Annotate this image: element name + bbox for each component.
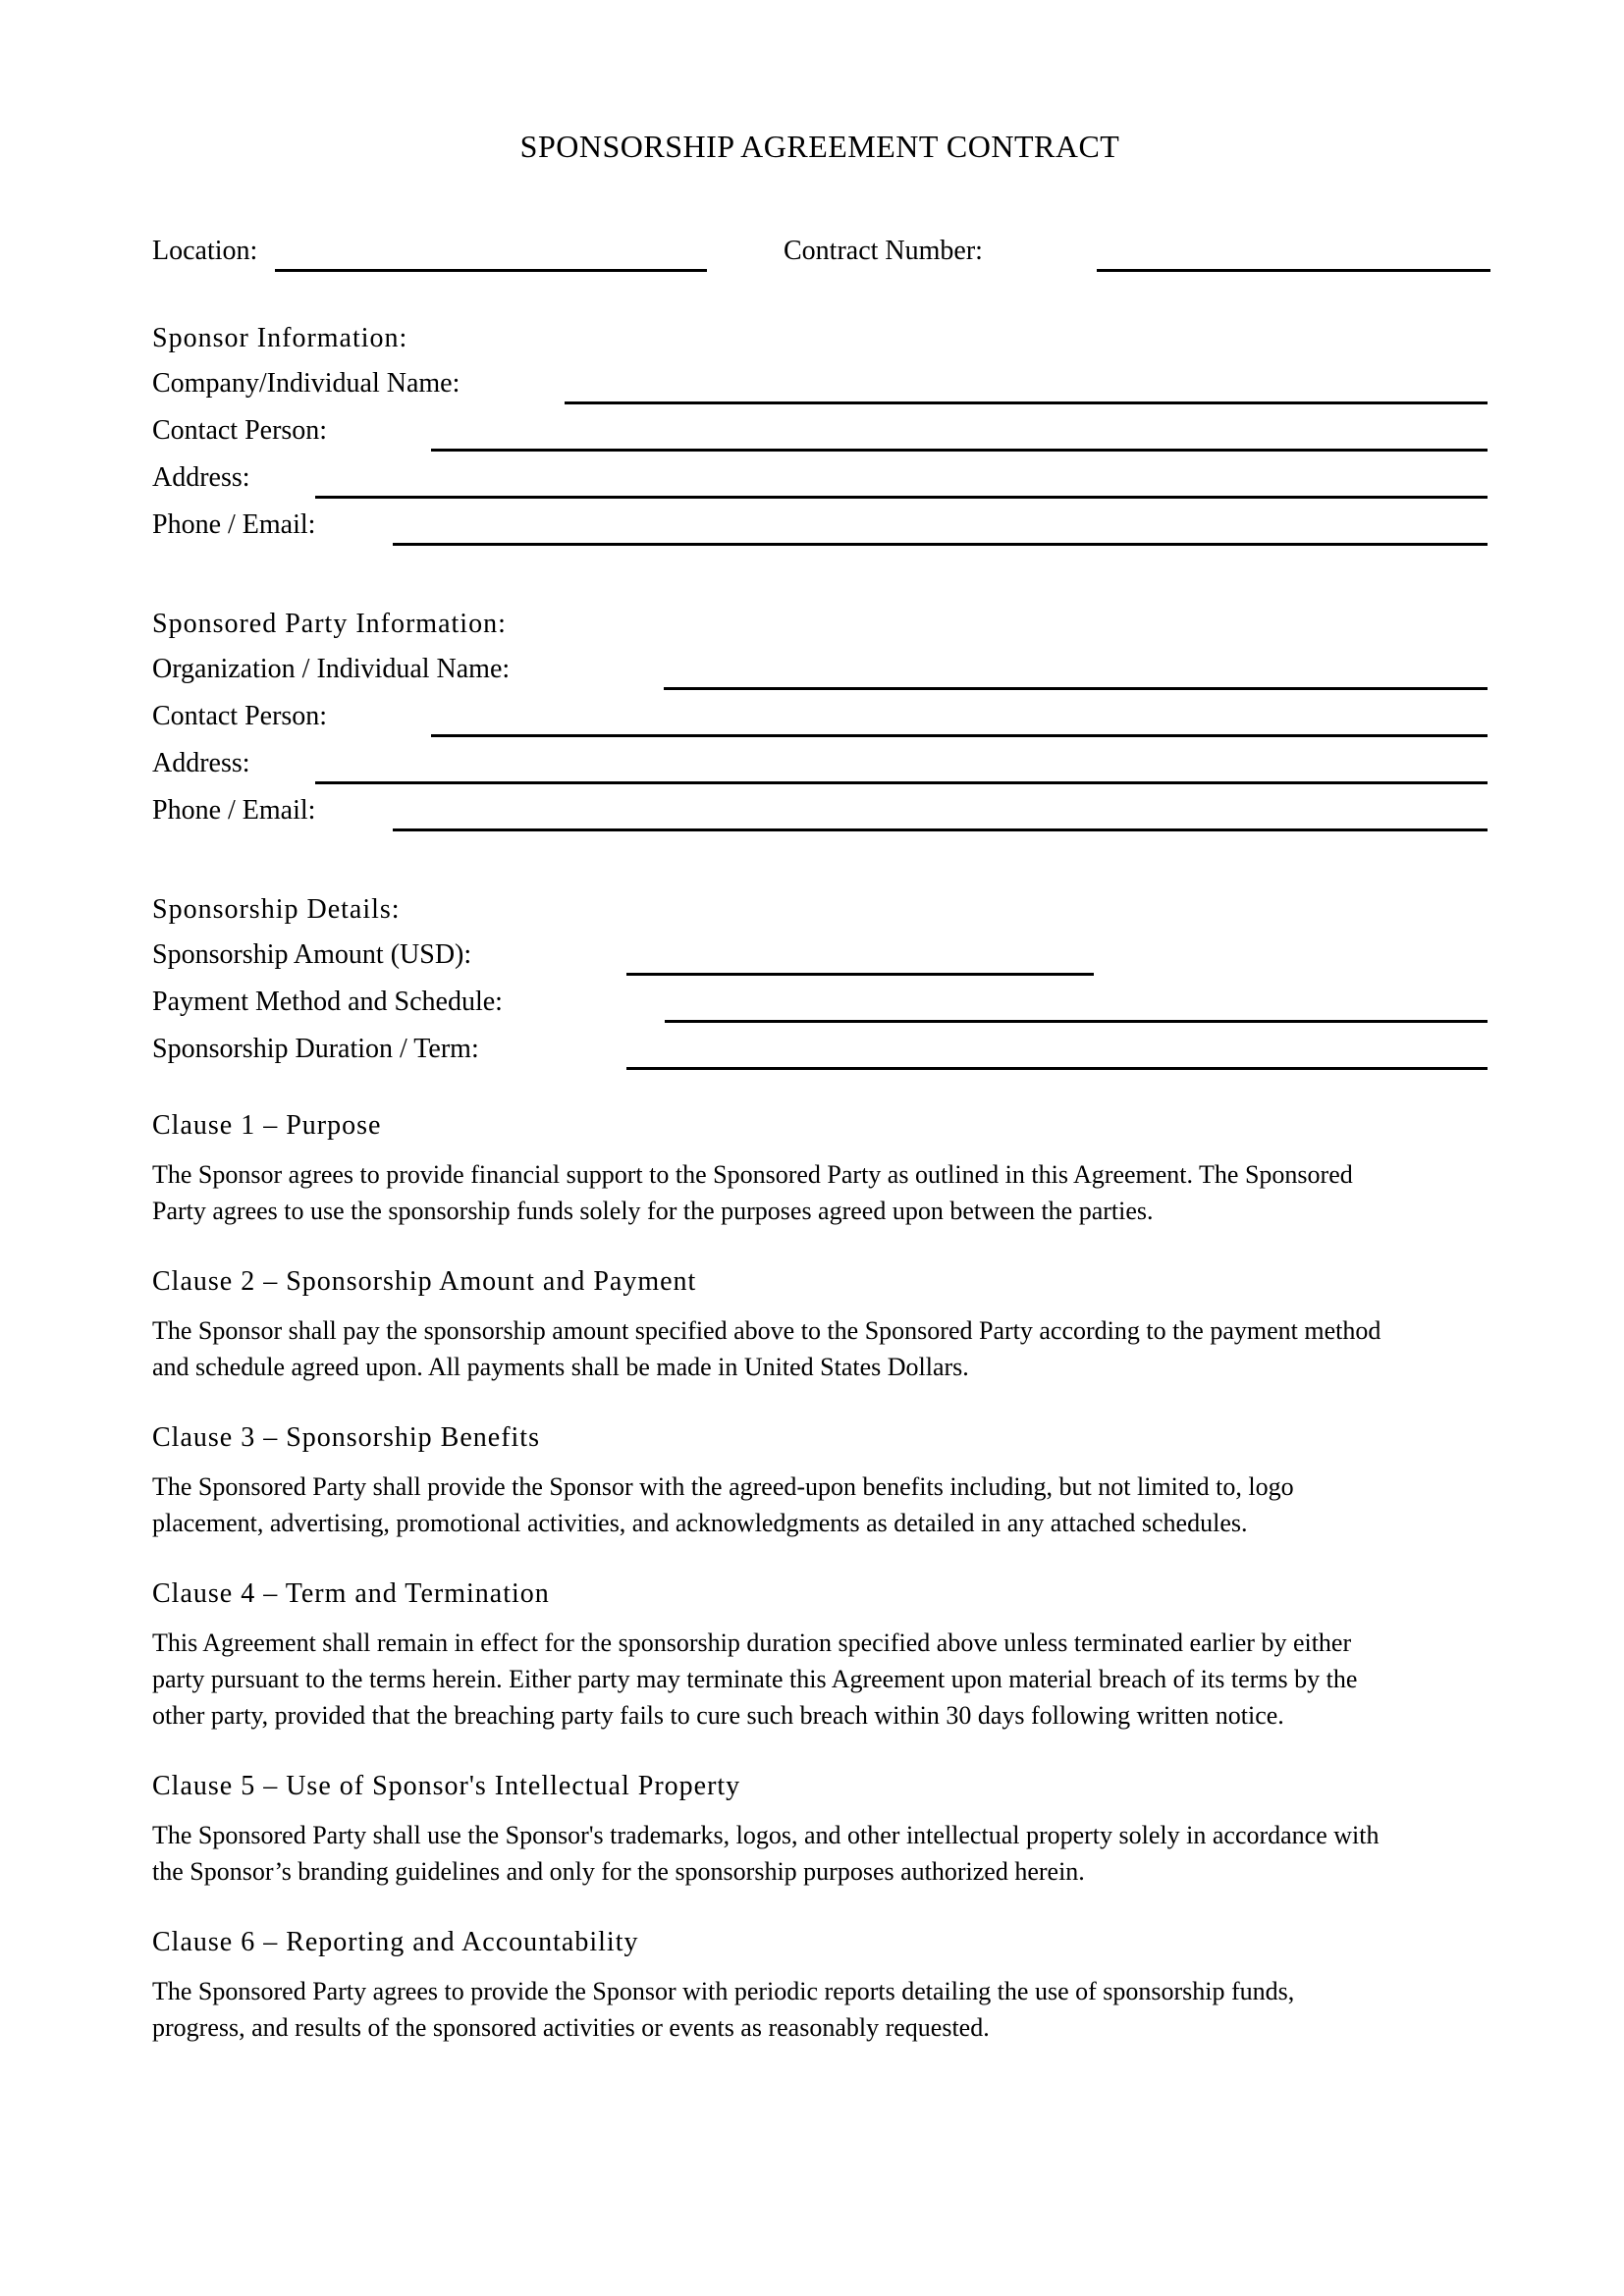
organization-name-label: Organization / Individual Name:: [152, 654, 511, 684]
sponsor-contact-person-label: Contact Person:: [152, 415, 328, 446]
clause-text-line: progress, and results of the sponsored activities or events as reasonably requested.: [152, 2013, 990, 2042]
field-row: [152, 407, 1488, 454]
clause-5: [152, 1765, 1488, 1890]
clause-6-body: [152, 1973, 1488, 2046]
sponsor-info-heading: Sponsor Information:: [152, 323, 408, 353]
sponsored-contact-person-blank-line[interactable]: [431, 734, 1488, 737]
field-row: [152, 693, 1488, 740]
company-name-blank-line[interactable]: [565, 401, 1488, 404]
clause-3-body: [152, 1468, 1488, 1541]
clause-text-line: The Sponsored Party shall provide the Sponsor with the agreed-upon benefits including, but not limited to, logo: [152, 1472, 1294, 1501]
sponsor-address-blank-line[interactable]: [315, 496, 1488, 499]
sponsor-phone-email-label: Phone / Email:: [152, 509, 316, 540]
clause-text-line: The Sponsored Party shall use the Sponsor's trademarks, logos, and other intellectual property solely in accordance with: [152, 1821, 1380, 1849]
clause-4-title: Clause 4 – Term and Termination: [152, 1578, 550, 1609]
field-row: [152, 360, 1488, 407]
field-row: [152, 1026, 1488, 1073]
sponsorship-details-heading: Sponsorship Details:: [152, 894, 401, 925]
clause-3: [152, 1416, 1488, 1541]
clause-text-line: party pursuant to the terms herein. Either party may terminate this Agreement upon material breach of its terms by the: [152, 1665, 1358, 1693]
clause-2-body: [152, 1312, 1488, 1385]
clause-5-title: Clause 5 – Use of Sponsor's Intellectual Property: [152, 1771, 741, 1801]
clause-3-title: Clause 3 – Sponsorship Benefits: [152, 1422, 540, 1453]
field-row: [152, 787, 1488, 834]
sponsor-phone-email-blank-line[interactable]: [393, 543, 1488, 546]
clause-text-line: The Sponsored Party agrees to provide the Sponsor with periodic reports detailing the use of sponsorship funds,: [152, 1977, 1295, 2005]
sponsor-contact-person-blank-line[interactable]: [431, 449, 1488, 452]
contract-number-label: Contract Number:: [784, 236, 983, 266]
field-row: [152, 454, 1488, 502]
clause-1-title: Clause 1 – Purpose: [152, 1110, 382, 1141]
sponsorship-amount-label: Sponsorship Amount (USD):: [152, 939, 472, 970]
clause-text-line: The Sponsor agrees to provide financial support to the Sponsored Party as outlined in this Agreement. The Sponsored: [152, 1160, 1353, 1189]
field-row: [152, 740, 1488, 787]
sponsorship-duration-label: Sponsorship Duration / Term:: [152, 1034, 479, 1064]
clause-4: [152, 1573, 1488, 1734]
top-fields-row: [152, 228, 1488, 275]
clause-6-title: Clause 6 – Reporting and Accountability: [152, 1927, 639, 1957]
clause-4-body: [152, 1625, 1488, 1734]
field-row: [152, 932, 1488, 979]
sponsored-phone-email-label: Phone / Email:: [152, 795, 316, 826]
clause-1-body: [152, 1156, 1488, 1229]
clause-1: [152, 1104, 1488, 1229]
field-row: [152, 502, 1488, 549]
sponsorship-amount-blank-line[interactable]: [626, 973, 1094, 976]
clause-text-line: Party agrees to use the sponsorship funds solely for the purposes agreed upon between the parties.: [152, 1197, 1154, 1225]
sponsored-party-heading: Sponsored Party Information:: [152, 609, 507, 639]
clause-text-line: The Sponsor shall pay the sponsorship amount specified above to the Sponsored Party according to the payment method: [152, 1316, 1381, 1345]
field-row: [152, 646, 1488, 693]
contract-number-blank-line[interactable]: [1097, 269, 1490, 272]
clause-text-line: other party, provided that the breaching party fails to cure such breach within 30 days following written notice.: [152, 1701, 1284, 1730]
company-name-label: Company/Individual Name:: [152, 368, 460, 399]
clause-6: [152, 1921, 1488, 2046]
sponsored-address-blank-line[interactable]: [315, 781, 1488, 784]
location-label: Location:: [152, 236, 258, 266]
sponsored-address-label: Address:: [152, 748, 250, 778]
payment-method-blank-line[interactable]: [665, 1020, 1488, 1023]
clause-text-line: placement, advertising, promotional activities, and acknowledgments as detailed in any attached schedules.: [152, 1509, 1248, 1537]
sponsorship-duration-blank-line[interactable]: [626, 1067, 1488, 1070]
document-title: SPONSORSHIP AGREEMENT CONTRACT: [519, 129, 1120, 164]
location-blank-line[interactable]: [275, 269, 707, 272]
sponsor-address-label: Address:: [152, 462, 250, 493]
clause-2: [152, 1260, 1488, 1385]
clause-text-line: and schedule agreed upon. All payments shall be made in United States Dollars.: [152, 1353, 969, 1381]
clause-5-body: [152, 1817, 1488, 1890]
clause-2-title: Clause 2 – Sponsorship Amount and Payment: [152, 1266, 697, 1297]
organization-name-blank-line[interactable]: [664, 687, 1488, 690]
field-row: [152, 979, 1488, 1026]
sponsored-phone-email-blank-line[interactable]: [393, 828, 1488, 831]
payment-method-label: Payment Method and Schedule:: [152, 987, 503, 1017]
clause-text-line: This Agreement shall remain in effect for the sponsorship duration specified above unless terminated earlier by either: [152, 1629, 1352, 1657]
clause-text-line: the Sponsor’s branding guidelines and only for the sponsorship purposes authorized herein.: [152, 1857, 1085, 1886]
sponsored-contact-person-label: Contact Person:: [152, 701, 328, 731]
